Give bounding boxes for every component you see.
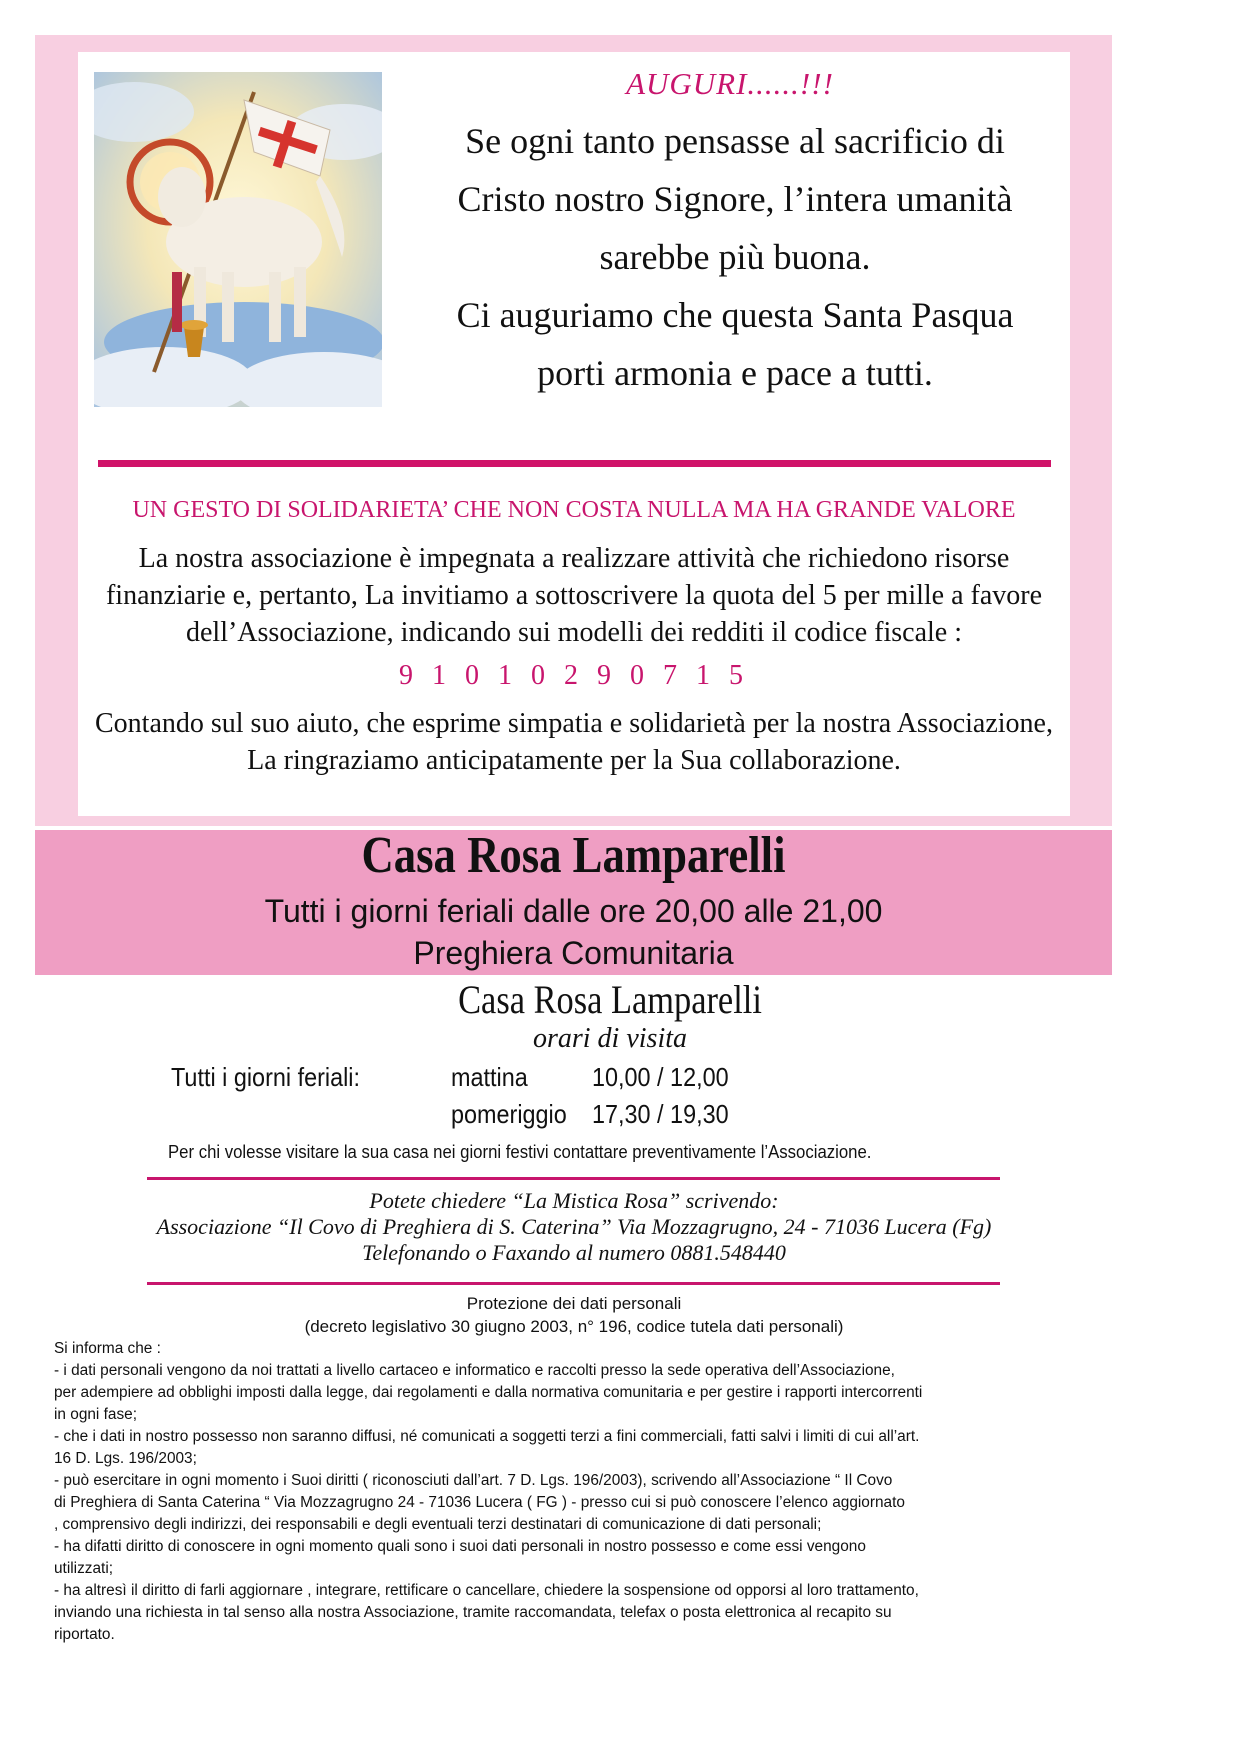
contact-line: Associazione “Il Covo di Preghiera di S. Caterina” Via Mozzagrugno, 24 - 71036 Lucera (Fg) xyxy=(156,1214,992,1239)
contact-info xyxy=(130,1188,1018,1266)
greeting-line: porti armonia e pace a tutti. xyxy=(537,353,933,393)
privacy-line: - che i dati in nostro possesso non saranno diffusi, né comunicati a soggetti terzi a fini commerciali, fatti salvi i limiti di cui all’art. xyxy=(54,1428,920,1445)
greeting-message xyxy=(405,112,1065,402)
greeting-line: sarebbe più buona. xyxy=(599,237,871,277)
privacy-line: , comprensivo degli indirizzi, dei responsabili e degli eventuali terzi destinatari di comunicazione di dati personali; xyxy=(54,1516,822,1533)
codice-fiscale: 9 1 0 1 0 2 9 0 7 1 5 xyxy=(399,660,749,691)
greeting-line: Cristo nostro Signore, l’intera umanità xyxy=(457,179,1013,219)
solidarity-body xyxy=(78,540,1070,651)
privacy-line: riportato. xyxy=(54,1626,115,1643)
morning-label: mattina xyxy=(451,1062,528,1092)
holidays-note: Per chi volesse visitare la sua casa nei giorni festivi contattare preventivamente l’Associazione. xyxy=(168,1142,872,1162)
easter-lamb-image xyxy=(94,72,382,407)
privacy-line: 16 D. Lgs. 196/2003; xyxy=(54,1450,197,1467)
visits-days-label: Tutti i giorni feriali: xyxy=(171,1062,360,1092)
privacy-line: di Preghiera di Santa Caterina “ Via Mozzagrugno 24 - 71036 Lucera ( FG ) - presso cui si può conoscere l’elenco aggiornato xyxy=(54,1494,905,1511)
banner-schedule: Tutti i giorni feriali dalle ore 20,00 alle 21,00 xyxy=(264,893,883,929)
banner-subtitle: Preghiera Comunitaria xyxy=(413,935,734,971)
privacy-title: Protezione dei dati personali xyxy=(466,1294,682,1313)
greeting-line: Se ogni tanto pensasse al sacrificio di xyxy=(465,121,1005,161)
privacy-line: utilizzati; xyxy=(54,1560,114,1577)
solidarity-thanks xyxy=(78,705,1070,779)
contact-line: Telefonando o Faxando al numero 0881.548440 xyxy=(362,1240,786,1265)
afternoon-label: pomeriggio xyxy=(451,1099,567,1129)
contact-line: Potete chiedere “La Mistica Rosa” scrivendo: xyxy=(369,1188,779,1213)
banner-title: Casa Rosa Lamparelli xyxy=(361,827,786,884)
solidarity-line: finanziarie e, pertanto, La invitiamo a sottoscrivere la quota del 5 per mille a favore xyxy=(105,580,1043,611)
privacy-line: inviando una richiesta in tal senso alla nostra Associazione, tramite raccomandata, telefax o posta elettronica al recapito su xyxy=(54,1604,892,1621)
privacy-line: - ha altresì il diritto di farli aggiornare , integrare, rettificare o cancellare, chiedere la sospensione od opporsi al loro trattamento, xyxy=(54,1582,919,1599)
solidarity-title: UN GESTO DI SOLIDARIETA’ CHE NON COSTA NULLA MA HA GRANDE VALORE xyxy=(132,497,1016,523)
privacy-header xyxy=(130,1292,1018,1338)
privacy-line: Si informa che : xyxy=(54,1340,161,1357)
morning-hours: 10,00 / 12,00 xyxy=(592,1062,729,1092)
divider xyxy=(98,460,1051,467)
visits-subtitle: orari di visita xyxy=(532,1023,687,1054)
greeting-title: AUGURI......!!! xyxy=(626,66,834,101)
greeting-line: Ci auguriamo che questa Santa Pasqua xyxy=(456,295,1014,335)
afternoon-hours: 17,30 / 19,30 xyxy=(592,1099,729,1129)
visits-title: Casa Rosa Lamparelli xyxy=(458,977,762,1022)
privacy-line: - può esercitare in ogni momento i Suoi diritti ( riconosciuti dall’art. 7 D. Lgs. 196/2003), scrivendo all’Associazione “ Il Covo xyxy=(54,1472,893,1489)
privacy-line: per adempiere ad obblighi imposti dalla legge, dai regolamenti e dalla normativa comunitaria e per gestire i rapporti intercorrenti xyxy=(54,1384,923,1401)
privacy-line: - ha difatti diritto di conoscere in ogni momento quali sono i suoi dati personali in nostro possesso e come essi vengono xyxy=(54,1538,866,1555)
privacy-subtitle: (decreto legislativo 30 giugno 2003, n° 196, codice tutela dati personali) xyxy=(304,1317,844,1336)
solidarity-line: dell’Associazione, indicando sui modelli dei redditi il codice fiscale : xyxy=(186,617,962,648)
solidarity-line: Contando sul suo aiuto, che esprime simpatia e solidarietà per la nostra Associazione, xyxy=(95,708,1053,739)
privacy-body xyxy=(54,1338,1094,1646)
divider xyxy=(147,1177,1000,1180)
privacy-line: - i dati personali vengono da noi trattati a livello cartaceo e informatico e raccolti presso la sede operativa dell’Associazione, xyxy=(54,1362,895,1379)
solidarity-line: La nostra associazione è impegnata a realizzare attività che richiedono risorse xyxy=(138,543,1010,574)
divider xyxy=(147,1282,1000,1285)
solidarity-line: La ringraziamo anticipatamente per la Sua collaborazione. xyxy=(247,745,901,776)
privacy-line: in ogni fase; xyxy=(54,1406,137,1423)
